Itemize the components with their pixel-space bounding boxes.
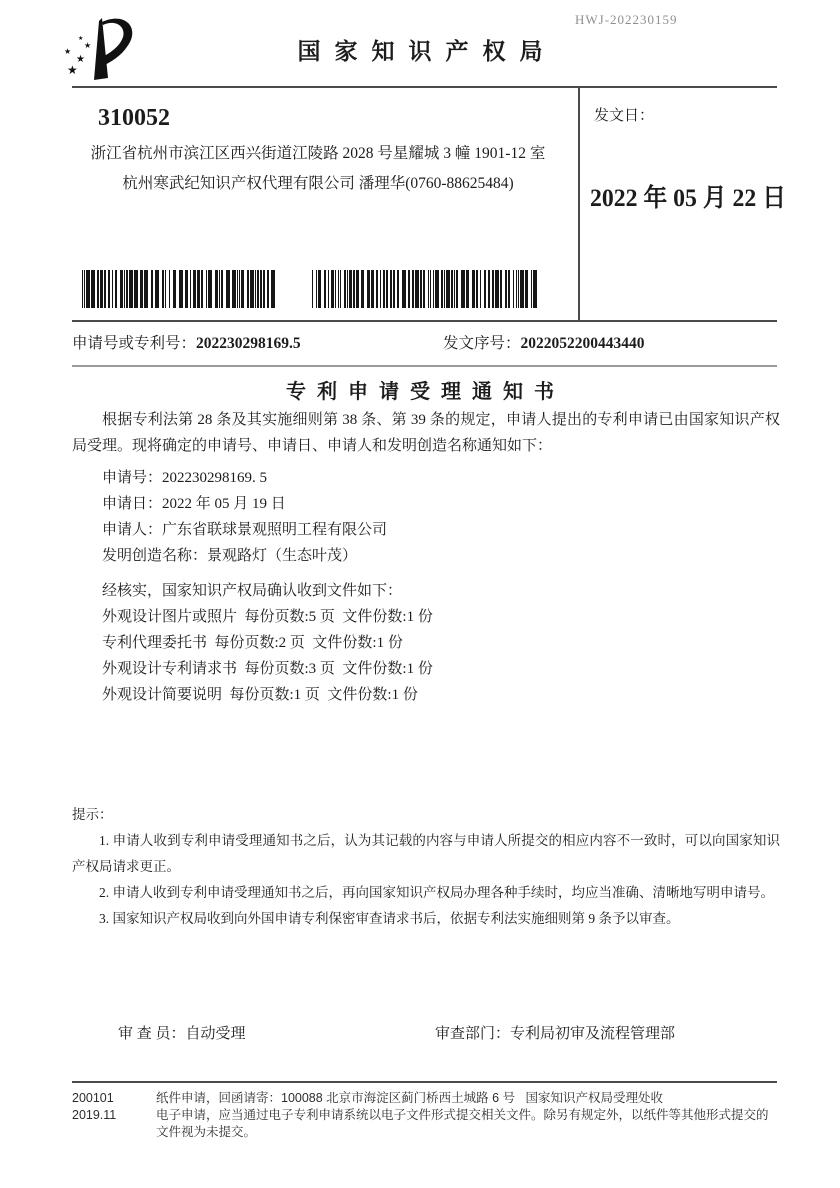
tip-item: 2. 申请人收到专利申请受理通知书之后，再向国家知识产权局办理各种手续时，均应当准确、清晰地写明申请号。 [99, 885, 774, 900]
detail-filing-date: 申请日：2022 年 05 月 19 日 [102, 496, 286, 512]
notice-intro: 根据专利法第 28 条及其实施细则第 38 条、第 39 条的规定，申请人提出的专利申请已由国家知识产权局受理。现将确定的申请号、申请日、申请人和发明创造名称通知如下： [72, 412, 780, 454]
footer-divider [72, 1081, 777, 1083]
recipient-address: 浙江省杭州市滨江区西兴街道江陵路 2028 号星耀城 3 幢 1901-12 室 [90, 145, 546, 162]
header-divider [72, 86, 777, 88]
document-reference-number: HWJ-202230159 [575, 12, 678, 27]
footer-text: 纸件申请，回函请寄：100088 北京市海淀区蓟门桥西土城路 6 号 国家知识产权局受理处收 [156, 1091, 664, 1105]
svg-text:★: ★ [64, 47, 72, 56]
svg-text:★: ★ [84, 41, 92, 50]
department-value: 专利局初审及流程管理部 [510, 1026, 676, 1042]
detail-applicant: 申请人：广东省联球景观照明工程有限公司 [102, 522, 388, 538]
svg-text:★: ★ [78, 35, 84, 42]
divider [72, 320, 777, 322]
recipient-block [72, 104, 564, 196]
examiner-value: 自动受理 [185, 1026, 246, 1042]
application-details [72, 465, 780, 569]
date-box-divider [578, 87, 580, 321]
examiner-field [118, 1022, 246, 1043]
svg-text:★: ★ [76, 54, 85, 65]
received-file-item: 专利代理委托书 每份页数:2 页 文件份数:1 份 [102, 635, 403, 651]
tip-item: 3. 国家知识产权局收到向外国申请专利保密审查请求书后，依据专利法实施细则第 9 条予以审查。 [99, 911, 680, 926]
application-number-label: 申请号或专利号： [72, 335, 197, 352]
footer-text: 电子申请，应当通过电子专利申请系统以电子文件形式提交相关文件。除另有规定外，以纸件等其他形式提交的文件视为未提交。 [156, 1108, 769, 1139]
divider [72, 365, 777, 367]
svg-text:★: ★ [67, 63, 78, 77]
footer-code: 2019.11 [72, 1108, 117, 1122]
department-label: 审查部门： [435, 1026, 511, 1042]
application-number-value: 202230298169.5 [196, 335, 301, 352]
notice-body [72, 407, 780, 708]
footer-row [72, 1090, 780, 1107]
received-file-item: 外观设计图片或照片 每份页数:5 页 文件份数:1 份 [102, 609, 433, 625]
tip-item: 1. 申请人收到专利申请受理通知书之后，认为其记载的内容与申请人所提交的相应内容不一致时，可以向国家知识产权局请求更正。 [72, 833, 780, 874]
issue-date-label: 发文日： [594, 108, 655, 124]
footer-notes [72, 1090, 780, 1141]
received-files-intro: 经核实，国家知识产权局确认收到文件如下： [102, 583, 403, 599]
postal-code: 310052 [98, 105, 170, 131]
recipient-agency: 杭州寒武纪知识产权代理有限公司 潘理华(0760-88625484) [122, 175, 514, 192]
received-file-item: 外观设计简要说明 每份页数:1 页 文件份数:1 份 [102, 687, 418, 703]
received-files-section [72, 578, 780, 708]
detail-application-number: 申请号：202230298169. 5 [102, 470, 268, 486]
barcode [312, 270, 540, 308]
reference-row [72, 331, 777, 357]
notice-title: 专利申请受理通知书 [286, 381, 565, 403]
tips-section [72, 802, 780, 932]
issue-date-value: 2022 年 05 月 22 日 [590, 185, 786, 212]
tips-label: 提示： [72, 807, 113, 822]
application-number [72, 331, 301, 353]
agency-title: 国家知识产权局 [297, 39, 557, 64]
department-field [435, 1022, 675, 1043]
footer-row [72, 1107, 780, 1141]
serial-number-value: 2022052200443440 [520, 335, 645, 352]
received-file-item: 外观设计专利请求书 每份页数:3 页 文件份数:1 份 [102, 661, 433, 677]
detail-invention-title: 发明创造名称：景观路灯（生态叶茂） [102, 548, 358, 564]
examiner-label: 审 查 员： [118, 1026, 186, 1042]
serial-number [443, 331, 645, 353]
footer-code: 200101 [72, 1091, 114, 1105]
signoff-row [72, 1022, 780, 1044]
barcode [82, 270, 274, 308]
serial-number-label: 发文序号： [443, 335, 521, 352]
